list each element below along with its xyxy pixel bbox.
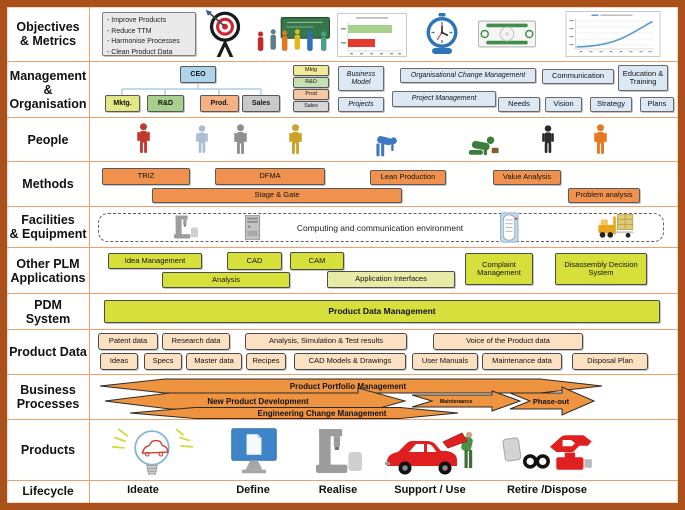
application-interfaces-box: Application Interfaces [327, 271, 455, 288]
data-ideas-box: Ideas [100, 353, 138, 370]
data-cad-models-box: CAD Models & Drawings [294, 353, 406, 370]
row-label-business-processes: Business Processes [7, 375, 90, 419]
data-voice-of-product-box: Voice of the Product data [433, 333, 583, 350]
data-patent-box: Patent data [98, 333, 158, 350]
data-research-box: Research data [162, 333, 230, 350]
team-meeting-icon [256, 13, 334, 57]
disassembly-decision-system-box: Disassembly Decision System [555, 253, 647, 285]
dept-stack-prod: Prod [293, 89, 329, 100]
org-chart-dept-rd: R&D [147, 95, 184, 112]
process-ecm-label: Engineering Change Management [257, 409, 387, 418]
method-value-analysis-box: Value Analysis [493, 170, 561, 185]
computing-environment-label: Computing and communication environment [296, 223, 464, 233]
strategy-box: Strategy [590, 97, 632, 112]
row-label-other-plm-applications: Other PLM Applications [7, 248, 90, 293]
dept-stack-mktg: Mktg [293, 65, 329, 76]
data-maintenance-box: Maintenance data [482, 353, 562, 370]
row-label-objectives-metrics: Objectives & Metrics [7, 7, 90, 61]
process-phaseout-label: Phase-out [532, 396, 570, 406]
row-products [7, 420, 678, 481]
row-management-organisation [7, 62, 678, 118]
plans-box: Plans [640, 97, 674, 112]
lifecycle-stage-ideate: Ideate [127, 484, 159, 496]
person-icon [541, 125, 555, 153]
data-disposal-plan-box: Disposal Plan [572, 353, 648, 370]
org-chart-dept-sales: Sales [242, 95, 280, 112]
method-triz-box: TRIZ [102, 168, 190, 185]
complaint-management-box: Complaint Management [465, 253, 533, 285]
row-methods [7, 162, 678, 207]
education-training-box: Education & Training [618, 65, 668, 91]
mini-line-chart-icon [564, 11, 662, 57]
process-npd-label: New Product Development [207, 397, 309, 406]
car-service-icon [382, 428, 484, 476]
person-bending-icon [372, 131, 398, 157]
row-label-methods: Methods [7, 162, 90, 206]
person-icon [288, 124, 303, 154]
idea-bulb-icon [110, 424, 194, 476]
method-lean-production-box: Lean Production [370, 170, 446, 185]
row-label-products: Products [7, 420, 90, 480]
person-kneeling-icon [466, 135, 500, 156]
banknote-icon [478, 20, 536, 48]
business-model-box: Business Model [338, 66, 384, 91]
server-tower-icon [244, 215, 261, 240]
row-other-plm-applications [7, 248, 678, 294]
lifecycle-stage-retire-dispose: Retire /Dispose [506, 484, 588, 496]
method-problem-analysis-box: Problem analysis [568, 188, 640, 203]
org-chart-connectors [90, 83, 290, 95]
machine-tool-icon [174, 215, 198, 239]
data-specs-box: Specs [144, 353, 182, 370]
data-master-data-box: Master data [186, 353, 242, 370]
data-user-manuals-box: User Manuals [412, 353, 478, 370]
org-chart-dept-mktg: Mktg. [105, 95, 140, 112]
person-icon [136, 123, 151, 153]
row-objectives-metrics [7, 7, 678, 62]
lifecycle-stage-realise: Realise [318, 484, 358, 496]
cad-monitor-icon [228, 426, 280, 476]
row-people [7, 118, 678, 162]
row-label-pdm-system: PDM System [7, 294, 90, 329]
dept-stack-sales: Sales [293, 101, 329, 112]
method-dfma-box: DFMA [215, 168, 325, 185]
objectives-goals-box: - Improve Products - Reduce TTM - Harmonise Processes - Clean Product Data [102, 12, 196, 56]
clock-icon [422, 11, 462, 57]
process-portfolio-label: Product Portfolio Management [289, 381, 407, 391]
person-icon [593, 124, 608, 154]
machine-tool-icon [316, 426, 362, 476]
row-label-facilities-equipment: Facilities & Equipment [7, 207, 90, 247]
data-recipes-box: Recipes [246, 353, 286, 370]
row-pdm-system [7, 294, 678, 330]
mini-bar-chart-icon [337, 13, 407, 57]
dept-stack-rd: R&D [293, 77, 329, 88]
lifecycle-stage-define: Define [236, 484, 270, 496]
row-facilities-equipment [7, 207, 678, 248]
server-cabinet-icon [500, 212, 519, 243]
vision-box: Vision [545, 97, 582, 112]
row-label-lifecycle: Lifecycle [7, 481, 90, 503]
cad-box: CAD [227, 252, 282, 270]
row-business-processes [7, 375, 678, 420]
analysis-box: Analysis [162, 272, 290, 288]
person-icon [195, 125, 209, 153]
car-disassembly-icon [502, 428, 596, 476]
row-label-product-data: Product Data [7, 330, 90, 374]
projects-box: Projects [338, 97, 384, 112]
row-product-data [7, 330, 678, 375]
row-label-people: People [7, 118, 90, 161]
org-change-mgmt-box: Organisational Change Management [400, 68, 536, 83]
project-mgmt-box: Project Management [392, 91, 496, 107]
communication-box: Communication [542, 69, 614, 84]
target-dartboard-icon [202, 10, 248, 58]
person-icon [233, 124, 248, 154]
method-stage-gate-box: Stage & Gate [152, 188, 402, 203]
row-label-management-organisation: Management & Organisation [7, 62, 90, 117]
cam-box: CAM [290, 252, 344, 270]
forklift-icon [596, 214, 634, 238]
product-data-management-box: Product Data Management [104, 300, 660, 323]
data-analysis-simulation-box: Analysis, Simulation & Test results [245, 333, 407, 350]
process-arrows [90, 375, 678, 419]
process-maintenance-label: Maintenance [439, 399, 473, 406]
org-chart-ceo-box: CEO [180, 66, 216, 83]
idea-management-box: Idea Management [108, 253, 202, 269]
lifecycle-stage-support-use: Support / Use [394, 484, 466, 496]
row-lifecycle [7, 481, 678, 503]
needs-box: Needs [498, 97, 540, 112]
org-chart-dept-prod: Prod. [200, 95, 239, 112]
